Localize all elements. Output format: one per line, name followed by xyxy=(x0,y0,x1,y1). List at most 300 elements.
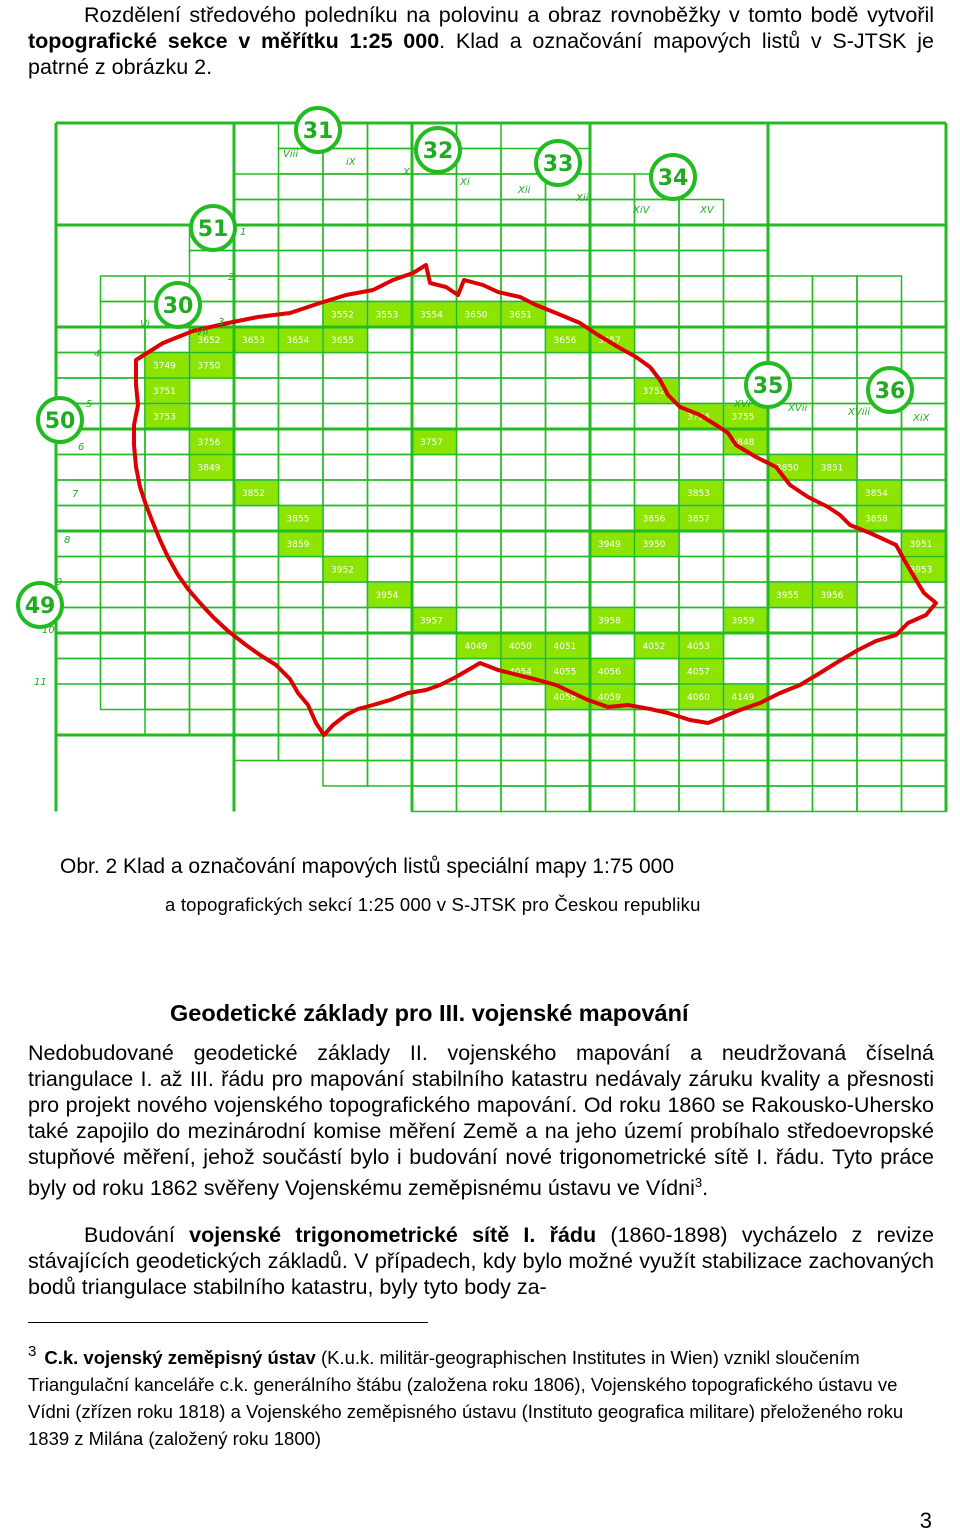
grid-cell xyxy=(234,710,279,736)
footnote xyxy=(28,1338,928,1452)
grid-cell xyxy=(145,684,190,710)
grid-cell xyxy=(590,378,635,404)
grid-cell xyxy=(546,786,591,812)
body-paragraph-2-bold: vojenské trigonometrické sítě I. řádu xyxy=(189,1223,597,1247)
grid-cell xyxy=(635,786,680,812)
grid-cell xyxy=(546,353,591,379)
section-label: 3955 xyxy=(776,591,799,601)
grid-cell xyxy=(724,327,769,353)
grid-cell xyxy=(56,633,101,659)
grid-cell xyxy=(145,710,190,736)
row-label: 11 xyxy=(34,677,47,688)
grid-cell xyxy=(412,200,457,226)
grid-cell xyxy=(368,735,413,761)
grid-cell xyxy=(679,251,724,277)
section-label: 4058 xyxy=(553,693,577,703)
column-label: XViii xyxy=(848,407,871,418)
grid-cell xyxy=(813,353,858,379)
grid-cell xyxy=(457,761,502,787)
grid-cell xyxy=(323,404,368,430)
grid-cell xyxy=(101,633,146,659)
grid-cell xyxy=(724,582,769,608)
grid-cell xyxy=(101,276,146,302)
grid-cell xyxy=(590,735,635,761)
grid-cell xyxy=(590,582,635,608)
grid-cell xyxy=(590,225,635,251)
grid-cell xyxy=(501,735,546,761)
grid-cell xyxy=(190,710,235,736)
grid-cell xyxy=(724,761,769,787)
section-label: 3651 xyxy=(509,310,532,321)
grid-cell xyxy=(635,557,680,583)
grid-cell xyxy=(279,404,324,430)
grid-cell xyxy=(902,735,947,761)
grid-cell xyxy=(501,327,546,353)
grid-cell xyxy=(234,735,279,761)
grid-cell xyxy=(635,225,680,251)
grid-cell xyxy=(323,455,368,481)
grid-cell xyxy=(234,174,279,200)
grid-cell xyxy=(368,251,413,277)
grid-cell xyxy=(724,557,769,583)
section-label: 3853 xyxy=(687,489,710,499)
grid-cell xyxy=(323,608,368,634)
grid-cell xyxy=(368,531,413,557)
grid-cell xyxy=(501,506,546,532)
body-paragraph-2-rest: (1860-1898) vycházelo z revize stávajících geodetických základů. V případech, kdy bylo možné využít stabilizace zachovaných bodů triangulace stabilního katastru, byly tyto body za- xyxy=(28,1223,935,1299)
grid-cell xyxy=(457,123,502,149)
section-label: 3756 xyxy=(197,438,221,448)
grid-cell xyxy=(101,302,146,328)
grid-cell xyxy=(279,633,324,659)
grid-cell xyxy=(368,710,413,736)
grid-cell xyxy=(546,378,591,404)
grid-cell xyxy=(501,684,546,710)
grid-cell xyxy=(501,455,546,481)
grid-cell xyxy=(457,710,502,736)
grid-cell xyxy=(412,378,457,404)
grid-cell xyxy=(234,378,279,404)
section-label: 3859 xyxy=(286,540,310,550)
grid-cell xyxy=(457,200,502,226)
grid-cell xyxy=(279,455,324,481)
grid-cell xyxy=(590,251,635,277)
grid-cell xyxy=(813,557,858,583)
grid-cell xyxy=(368,633,413,659)
column-label: Xii xyxy=(518,185,531,196)
grid-cell xyxy=(679,353,724,379)
section-label: 3954 xyxy=(375,591,399,601)
grid-cell xyxy=(412,225,457,251)
grid-cell xyxy=(857,429,902,455)
grid-cell xyxy=(501,710,546,736)
grid-cell xyxy=(590,276,635,302)
section-label: 3858 xyxy=(865,514,888,525)
grid-cell xyxy=(101,659,146,685)
grid-cell xyxy=(902,684,947,710)
grid-cell xyxy=(857,582,902,608)
sheet-number-label: 36 xyxy=(874,379,906,404)
grid-cell xyxy=(145,429,190,455)
grid-cell xyxy=(412,506,457,532)
grid-cell xyxy=(101,608,146,634)
grid-cell xyxy=(101,582,146,608)
grid-cell xyxy=(813,429,858,455)
grid-cell xyxy=(412,353,457,379)
grid-cell xyxy=(457,557,502,583)
grid-cell xyxy=(234,557,279,583)
grid-cell xyxy=(412,480,457,506)
grid-cell xyxy=(368,378,413,404)
body-paragraph-2-start: Budování xyxy=(84,1223,190,1247)
grid-cell xyxy=(323,225,368,251)
grid-cell xyxy=(234,582,279,608)
section-label: 3654 xyxy=(286,336,310,346)
grid-cell xyxy=(501,786,546,812)
grid-cell xyxy=(501,353,546,379)
sheet-number-label: 50 xyxy=(44,409,76,434)
grid-cell xyxy=(368,659,413,685)
row-label: 9 xyxy=(56,577,63,588)
grid-cell xyxy=(412,582,457,608)
grid-cell xyxy=(323,633,368,659)
section-label: 4054 xyxy=(509,667,532,678)
row-label: 10 xyxy=(42,625,55,636)
grid-cell xyxy=(190,480,235,506)
section-label: 4055 xyxy=(553,667,577,678)
column-label: Vii xyxy=(196,327,209,338)
grid-cell xyxy=(724,659,769,685)
grid-cell xyxy=(768,786,813,812)
grid-cell xyxy=(101,429,146,455)
grid-cell xyxy=(724,276,769,302)
grid-cell xyxy=(546,531,591,557)
body-paragraph-1-end: . xyxy=(702,1176,709,1200)
grid-cell xyxy=(323,353,368,379)
grid-cell xyxy=(546,608,591,634)
grid-cell xyxy=(145,557,190,583)
section-label: 3850 xyxy=(776,463,799,474)
grid-cell xyxy=(813,710,858,736)
grid-cell xyxy=(279,582,324,608)
grid-cell xyxy=(56,557,101,583)
figure-caption-line1: Obr. 2 Klad a označování mapových listů speciální mapy 1:75 000 xyxy=(60,855,675,878)
grid-cell xyxy=(546,429,591,455)
grid-cell xyxy=(501,200,546,226)
grid-cell xyxy=(635,608,680,634)
section-label: 3752 xyxy=(642,387,666,397)
section-label: 3857 xyxy=(687,514,710,525)
grid-cell xyxy=(768,531,813,557)
section-label: 4060 xyxy=(687,693,710,703)
section-label: 3553 xyxy=(375,310,399,321)
grid-cell xyxy=(190,684,235,710)
grid-cell xyxy=(323,531,368,557)
grid-cell xyxy=(190,557,235,583)
column-label: XiV xyxy=(633,205,650,216)
grid-cell xyxy=(902,429,947,455)
grid-cell xyxy=(368,608,413,634)
grid-cell xyxy=(768,761,813,787)
grid-cell xyxy=(813,276,858,302)
sheet-number-label: 32 xyxy=(422,139,454,164)
grid-cell xyxy=(412,761,457,787)
section-label: 3852 xyxy=(242,489,265,499)
row-label: 3 xyxy=(218,317,225,328)
grid-cell xyxy=(635,276,680,302)
grid-cell xyxy=(635,327,680,353)
grid-cell xyxy=(590,200,635,226)
grid-cell xyxy=(590,174,635,200)
grid-cell xyxy=(234,276,279,302)
grid-cell xyxy=(902,710,947,736)
grid-cell xyxy=(412,455,457,481)
grid-cell xyxy=(902,761,947,787)
grid-cell xyxy=(902,302,947,328)
grid-cell xyxy=(546,251,591,277)
grid-cell xyxy=(768,302,813,328)
grid-cell xyxy=(902,506,947,532)
grid-cell xyxy=(368,404,413,430)
grid-cell xyxy=(546,455,591,481)
grid-cell xyxy=(679,225,724,251)
section-label: 3953 xyxy=(909,565,933,576)
column-label: Xiii xyxy=(576,193,592,204)
grid-cell xyxy=(457,582,502,608)
grid-cell xyxy=(679,608,724,634)
grid-cell xyxy=(457,480,502,506)
section-label: 3657 xyxy=(598,336,621,346)
grid-cell xyxy=(457,327,502,353)
grid-cell xyxy=(857,786,902,812)
grid-cell xyxy=(145,455,190,481)
grid-cell xyxy=(323,276,368,302)
grid-cell xyxy=(902,608,947,634)
grid-cell xyxy=(857,659,902,685)
grid-cell xyxy=(590,506,635,532)
grid-cell xyxy=(323,378,368,404)
section-label: 4049 xyxy=(464,642,488,652)
grid-cell xyxy=(234,404,279,430)
grid-cell xyxy=(145,659,190,685)
section-label: 3750 xyxy=(197,361,221,372)
grid-cell xyxy=(234,684,279,710)
grid-cell xyxy=(902,659,947,685)
body-paragraph-2 xyxy=(28,1222,934,1300)
grid-cell xyxy=(546,557,591,583)
section-label: 3755 xyxy=(731,412,755,423)
grid-cell xyxy=(768,557,813,583)
grid-cell xyxy=(590,404,635,430)
grid-cell xyxy=(368,327,413,353)
grid-cell xyxy=(234,531,279,557)
section-label: 3952 xyxy=(331,565,354,576)
grid-cell xyxy=(724,735,769,761)
grid-cell xyxy=(368,429,413,455)
grid-cell xyxy=(857,608,902,634)
section-label: 3949 xyxy=(598,540,621,550)
footnote-text: (K.u.k. militär-geographischen Institutes in Wien) vznikl sloučením Triangulační kanceláře c.k. generálního štábu (založena roku 1806), Vojenského topografického ústavu ve Vídni (zřízen roku 1818) a Vojenského zeměpisného ústavu (Instituto geografica militare) přeloženého roku 1839 z Milána (založený roku 1800) xyxy=(28,1347,904,1449)
grid-cell xyxy=(101,684,146,710)
section-label: 3655 xyxy=(331,336,354,346)
grid-cell xyxy=(457,353,502,379)
section-label: 3652 xyxy=(197,336,221,346)
grid-cell xyxy=(724,506,769,532)
section-label: 4050 xyxy=(509,642,532,652)
grid-cell xyxy=(635,404,680,430)
grid-cell xyxy=(679,786,724,812)
section-label: 4059 xyxy=(598,693,621,703)
column-label: XVi xyxy=(734,399,751,410)
grid-cell xyxy=(190,506,235,532)
grid-cell xyxy=(902,633,947,659)
grid-cell xyxy=(501,404,546,430)
grid-cell xyxy=(190,633,235,659)
grid-cell xyxy=(902,327,947,353)
grid-cell xyxy=(857,684,902,710)
grid-cell xyxy=(412,735,457,761)
grid-cell xyxy=(724,480,769,506)
grid-cell xyxy=(234,608,279,634)
grid-cell xyxy=(590,429,635,455)
grid-cell xyxy=(412,531,457,557)
grid-cell xyxy=(501,378,546,404)
grid-cell xyxy=(323,761,368,787)
grid-cell xyxy=(457,608,502,634)
section-label: 3856 xyxy=(642,514,666,525)
section-label: 4053 xyxy=(687,642,710,652)
grid-cell xyxy=(56,455,101,481)
grid-cell xyxy=(546,225,591,251)
section-label: 3554 xyxy=(420,310,443,321)
grid-cell xyxy=(679,302,724,328)
grid-cell xyxy=(457,531,502,557)
grid-cell xyxy=(457,251,502,277)
grid-cell xyxy=(857,761,902,787)
section-label: 3656 xyxy=(553,336,577,346)
section-label: 4051 xyxy=(553,642,577,652)
grid-cell xyxy=(857,327,902,353)
section-label: 3753 xyxy=(153,412,176,423)
grid-cell xyxy=(857,302,902,328)
grid-cell xyxy=(101,531,146,557)
page-number: 3 xyxy=(919,1508,932,1533)
grid-cell xyxy=(145,480,190,506)
grid-cell xyxy=(323,429,368,455)
grid-cell xyxy=(145,633,190,659)
grid-cell xyxy=(590,761,635,787)
column-label: XiX xyxy=(913,413,930,424)
grid-cell xyxy=(902,786,947,812)
grid-cell xyxy=(279,429,324,455)
grid-cell xyxy=(56,531,101,557)
grid-cell xyxy=(590,710,635,736)
grid-cell xyxy=(590,557,635,583)
grid-cell xyxy=(813,786,858,812)
sheet-number-label: 51 xyxy=(197,217,229,242)
grid-cell xyxy=(635,761,680,787)
section-label: 3958 xyxy=(598,616,621,627)
grid-cell xyxy=(679,735,724,761)
column-label: Viii xyxy=(283,149,299,160)
grid-cell xyxy=(679,761,724,787)
grid-cell xyxy=(679,276,724,302)
section-label: 3957 xyxy=(420,616,443,627)
section-label: 4052 xyxy=(642,642,666,652)
body-paragraph-1-text: Nedobudované geodetické základy II. vojenského mapování a neudržovaná číselná triangulace I. až III. řádu pro mapování stabilního katastru nedávaly záruku kvality a přesnosti pro projekt nového vojenského topografického mapování. Od roku 1860 se Rakousko-Uhersko také zapojilo do mezinárodní komise měření Země a na jeho území probíhalo středoevropské stupňové měření, jehož součástí bylo i budování nové trigonometrické sítě I. řádu. Tyto práce byly od roku 1862 svěřeny Vojenskému zeměpisnému ústavu ve Vídni xyxy=(28,1041,934,1200)
grid-cell xyxy=(279,353,324,379)
grid-cell xyxy=(679,531,724,557)
grid-cell xyxy=(323,506,368,532)
intro-paragraph xyxy=(28,2,934,80)
grid-cell xyxy=(412,327,457,353)
grid-cell xyxy=(190,531,235,557)
section-label: 3757 xyxy=(420,438,443,448)
footnote-separator xyxy=(28,1322,428,1323)
grid-cell xyxy=(145,608,190,634)
section-heading: Geodetické základy pro III. vojenské mapování xyxy=(170,1000,689,1026)
sheet-number-label: 34 xyxy=(657,166,689,191)
grid-cell xyxy=(368,506,413,532)
section-label: 4056 xyxy=(598,667,621,678)
section-label: 3854 xyxy=(865,489,888,499)
grid-cell xyxy=(279,378,324,404)
grid-cell xyxy=(546,735,591,761)
grid-cell xyxy=(190,404,235,430)
grid-cell xyxy=(546,506,591,532)
grid-cell xyxy=(590,480,635,506)
grid-cell xyxy=(279,608,324,634)
row-label: 2 xyxy=(228,272,235,283)
grid-cell xyxy=(679,557,724,583)
grid-cell xyxy=(457,149,502,175)
grid-cell xyxy=(857,735,902,761)
grid-cell xyxy=(457,506,502,532)
intro-text-1: Rozdělení středového poledníku na polovinu a obraz rovnoběžky v tomto bodě vytvořil xyxy=(84,3,934,27)
grid-cell xyxy=(813,378,858,404)
intro-text-2: . Klad a označování mapových listů v S-JTSK je patrné z obrázku 2. xyxy=(28,29,934,79)
grid-cell xyxy=(679,429,724,455)
section-label: 3552 xyxy=(331,310,354,321)
grid-cell xyxy=(412,174,457,200)
grid-cell xyxy=(635,302,680,328)
column-label: X xyxy=(403,167,410,178)
grid-cell xyxy=(768,608,813,634)
grid-cell xyxy=(635,735,680,761)
grid-cell xyxy=(323,480,368,506)
section-label: 3950 xyxy=(642,540,666,550)
grid-cell xyxy=(457,429,502,455)
grid-cell xyxy=(457,735,502,761)
grid-cell xyxy=(323,659,368,685)
sheet-number-label: 31 xyxy=(302,119,334,144)
row-label: 5 xyxy=(86,399,93,410)
grid-cell xyxy=(190,582,235,608)
grid-cell xyxy=(457,404,502,430)
row-label: 8 xyxy=(64,535,71,546)
grid-cell xyxy=(368,353,413,379)
column-label: XV xyxy=(700,205,714,216)
grid-cell xyxy=(56,506,101,532)
grid-cell xyxy=(857,710,902,736)
grid-cell xyxy=(768,506,813,532)
grid-cell xyxy=(635,455,680,481)
grid-cell xyxy=(457,786,502,812)
grid-cell xyxy=(501,608,546,634)
grid-cell xyxy=(279,735,324,761)
row-label: 4 xyxy=(94,349,101,360)
sheet-number-label: 30 xyxy=(162,294,194,319)
